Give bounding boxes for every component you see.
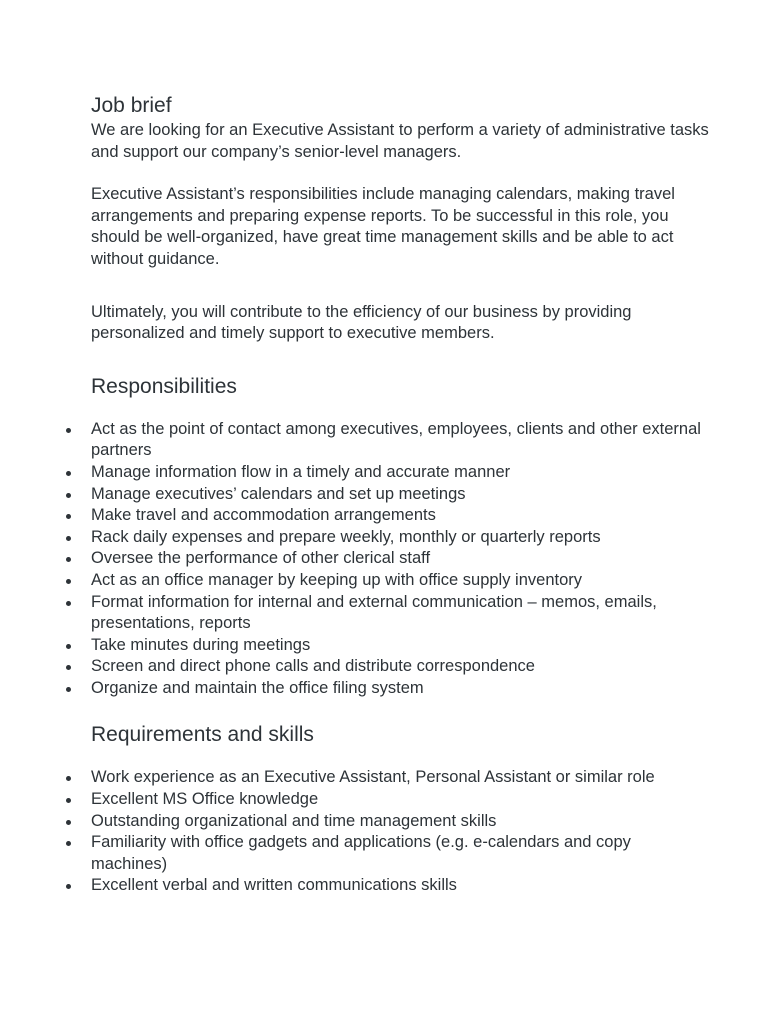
list-item [91,635,711,657]
list-item [91,789,711,811]
bullet-icon [66,428,71,433]
list-item [91,678,711,700]
list-item [91,656,711,678]
list-item-text: Oversee the performance of other clerical staff [91,549,431,568]
bullet-icon [66,820,71,825]
bullet-icon [66,644,71,649]
list-item [91,419,711,462]
bullet-icon [66,687,71,692]
bullet-icon [66,798,71,803]
list-item [91,462,711,484]
list-item-text: Manage information flow in a timely and accurate manner [91,462,511,481]
list-item [91,811,711,833]
requirements-list [91,767,711,897]
bullet-icon [66,471,71,476]
bullet-icon [66,493,71,498]
list-item-text: Excellent verbal and written communications skills [91,876,457,895]
list-item-text: Take minutes during meetings [91,635,311,654]
list-item [91,548,711,570]
bullet-icon [66,884,71,889]
list-item [91,484,711,506]
bullet-icon [66,841,71,846]
job-brief-paragraph: Executive Assistant’s responsibilities include managing calendars, making travel arrangements and preparing expense reports. To be successful in this role, you should be well-organized, have great time management skills and be able to act without guidance. [91,185,675,268]
job-brief-paragraph: We are looking for an Executive Assistant to perform a variety of administrative tasks and support our company’s senior-level managers. [91,121,709,161]
list-item-text: Outstanding organizational and time management skills [91,811,497,830]
list-item [91,505,711,527]
list-item-text: Excellent MS Office knowledge [91,790,319,809]
list-item [91,570,711,592]
responsibilities-heading: Responsibilities [91,374,237,398]
bullet-icon [66,665,71,670]
list-item [91,767,711,789]
list-item-text: Act as an office manager by keeping up with office supply inventory [91,570,583,589]
bullet-icon [66,557,71,562]
responsibilities-list [91,419,711,700]
job-brief-heading: Job brief [91,94,172,117]
bullet-icon [66,601,71,606]
list-item-text: Format information for internal and external communication – memos, emails, presentations, reports [91,592,657,633]
list-item-text: Work experience as an Executive Assistant, Personal Assistant or similar role [91,768,655,787]
list-item-text: Make travel and accommodation arrangements [91,506,436,525]
bullet-icon [66,536,71,541]
list-item-text: Familiarity with office gadgets and applications (e.g. e-calendars and copy machines) [91,833,631,873]
list-item [91,527,711,549]
list-item-text: Act as the point of contact among executives, employees, clients and other external partners [91,419,701,460]
list-item-text: Organize and maintain the office filing system [91,678,424,697]
requirements-heading: Requirements and skills [91,723,314,747]
bullet-icon [66,579,71,584]
bullet-icon [66,514,71,519]
list-item [91,875,711,897]
document-content [91,92,711,897]
list-item [91,832,711,875]
list-item-text: Rack daily expenses and prepare weekly, monthly or quarterly reports [91,527,601,546]
list-item-text: Screen and direct phone calls and distribute correspondence [91,657,535,676]
job-brief-paragraph: Ultimately, you will contribute to the efficiency of our business by providing personalized and timely support to executive members. [91,302,632,343]
list-item-text: Manage executives’ calendars and set up meetings [91,484,466,503]
bullet-icon [66,776,71,781]
list-item [91,592,711,635]
